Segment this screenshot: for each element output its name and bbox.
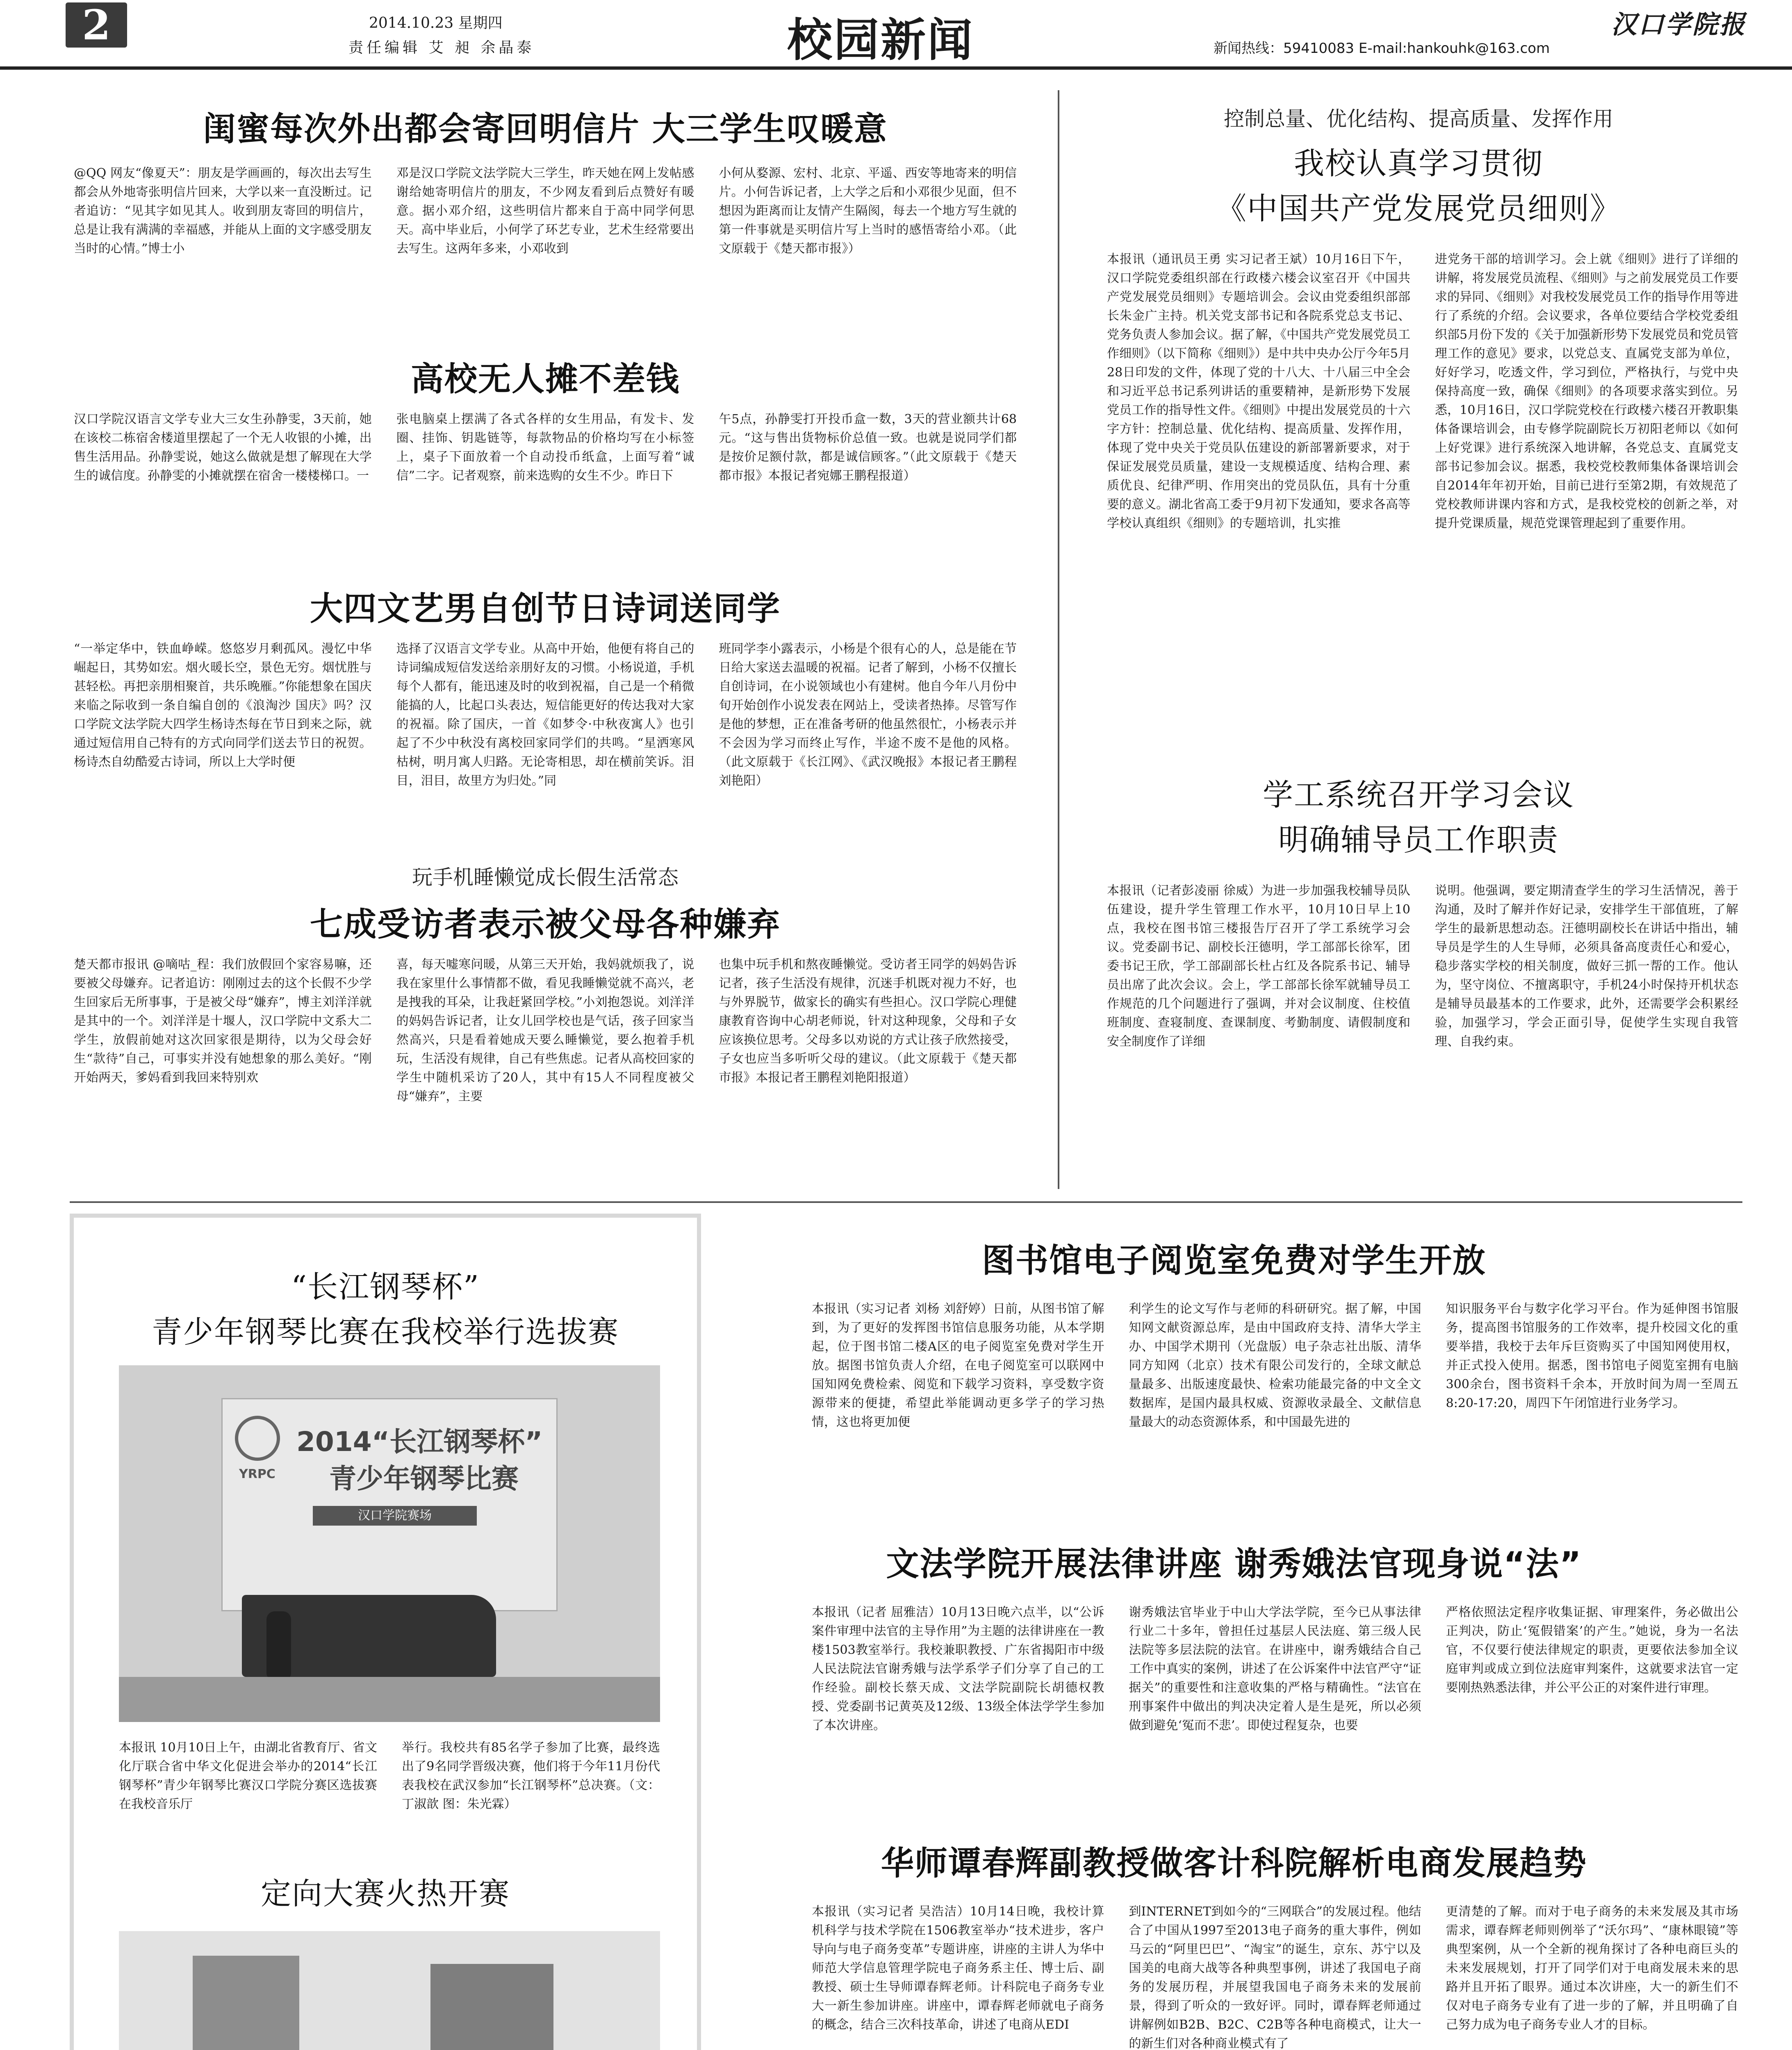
article-title: 我校认真学习贯彻 [1294, 146, 1543, 181]
article-column: 午5点，孙静雯打开投币盒一数，3天的营业额共计68元。“这与售出货物标价总值一致。也就是说同学们都是按价足额付款，都是诚信顾客。”（此文原载于《楚天都市报》本报记者宛娜王鹏程报道） [719, 412, 1017, 483]
article-subtitle: 青少年钢琴比赛在我校举行选拔赛 [152, 1314, 619, 1350]
news-hotline: 新闻热线：59410083 E-mail:hankouhk@163.com [1214, 40, 1550, 57]
article-column: 选择了汉语言文学专业。从高中开始，他便有将自己的诗词编成短信发送给亲朋好友的习惯。小杨说道，手机每个人都有，能迅速及时的收到祝福，自己是一个稍微能搞的人，比起口头表达，短信能更好的传达我对大家的祝福。除了国庆，一首《如梦令·中秋夜寓人》也引起了不少中秋没有离校回家同学们的共鸣。“星洒寒风枯树，明月寓人归路。无论寄相思，却在横前笑诉。泪目，泪目，故里方为归处。”同 [396, 642, 694, 788]
article-column: 张电脑桌上摆满了各式各样的女生用品，有发卡、发圈、挂饰、钥匙链等，每款物品的价格均写在小标签上，桌子下面放着一个自动投币纸盒，上面写着“诚信”二字。记者观察，前来选购的女生不少。昨日下 [396, 412, 694, 483]
article-title: 华师谭春辉副教授做客计科院解析电商发展趋势 [881, 1844, 1587, 1882]
article-title: 定向大赛火热开赛 [261, 1876, 510, 1911]
article-title: 闺蜜每次外出都会寄回明信片 大三学生叹暖意 [203, 110, 888, 148]
article-column: @QQ 网友“像夏天”：朋友是学画画的，每次出去写生都会从外地寄张明信片回来，大学以来一直没断过。记者追访：“见其字如见其人。收到朋友寄回的明信片，总是让我有满满的幸福感，并能从上面的文字感受朋友当时的心情。”博士小 [74, 166, 372, 256]
article-body [1107, 250, 1738, 754]
article-column: 汉口学院汉语言文学专业大三女生孙静雯，3天前，她在该校二栋宿舍楼道里摆起了一个无人收银的小摊，出售生活用品。孙静雯说，她这么做就是想了解现在大学生的诚信度。孙静雯的小摊就摆在宿舍一楼楼梯口。一 [74, 412, 372, 483]
article-column: 举行。我校共有85名学子参加了比赛，最终选出了9名同学晋级决赛，他们将于今年11月份代表我校在武汉参加“长江钢琴杯”总决赛。（文：丁淑歆 图：朱光霖） [402, 1740, 660, 1811]
newspaper-logo: 汉口学院报 [1611, 9, 1747, 39]
article-kicker: 控制总量、优化结构、提高质量、发挥作用 [1224, 107, 1613, 131]
issue-date: 2014.10.23 星期四 [369, 15, 503, 32]
article-column: 进党务干部的培训学习。会上就《细则》进行了详细的讲解，将发展党员流程、《细则》与之前发展党员工作要求的异同、《细则》对我校发展党员工作的指导作用等进行了系统的介绍。会议要求，各单位要结合学校党委组织部5月份下发的《关于加强新形势下发展党员和党员管理工作的意见》要求，以党总支、直属党支部为单位，好好学习，吃透文件，学习到位，严格执行，与党中央保持高度一致，确保《细则》的各项要求落实到位。另悉，10月16日，汉口学院党校在行政楼六楼召开教职集体备课培训会，由专修学院副院长万初阳老师以《如何上好党课》进行系统深入地讲解，各党总支、直属党支部书记参加会议。据悉，我校党校教师集体备课培训会自2014年年初开始，目前已进行至第2期，有效规范了党校教师讲课内容和方式，是我校党校的创新之举，对提升党课质量，规范党课管理起到了重要作用。 [1435, 252, 1738, 531]
photo-news-box [70, 1214, 701, 2050]
article-column: 本报讯（通讯员王勇 实习记者王斌）10月16日下午，汉口学院党委组织部在行政楼六楼会议室召开《中国共产党发展党员细则》专题培训会。会议由党委组织部部长朱金广主持。机关党支部书记和各院系党总支书记、党务负责人参加会议。据了解，《中国共产党发展党员工作细则》（以下简称《细则》）是中共中央办公厅今年5月28日印发的文件，体现了党的十八大、十八届三中全会和习近平总书记系列讲话的重要精神，是新形势下发展党员工作的指导性文件。《细则》中提出发展党员的十六字方针：控制总量、优化结构、提高质量、发挥作用，体现了党中央关于党员队伍建设的新部署新要求，对于保证发展党员质量，建设一支规模适度、结构合理、素质优良、纪律严明、作用突出的党员队伍，具有十分重要的意义。湖北省高工委于9月初下发通知，要求各高等学校认真组织《细则》的专题培训，扎实推 [1107, 252, 1410, 531]
editors: 责任编辑 艾 昶 余晶泰 [348, 39, 535, 56]
article-body [74, 164, 1017, 340]
article-body [119, 1738, 660, 1857]
article-title: 大四文艺男自创节日诗词送同学 [310, 590, 781, 628]
article-column: 知识服务平台与数字化学习平台。作为延伸图书馆服务，提高图书馆服务的工作效率，提升校园文化的重要举措，我校于去年斥巨资购买了中国知网使用权，并正式投入使用。据悉，图书馆电子阅览室拥有电脑300余台，图书资料千余本，开放时间为周一至周五8:20-17:20，周四下午闭馆进行业务学习。 [1446, 1302, 1738, 1410]
article-body [74, 410, 1017, 562]
article-column: 班同学李小露表示，小杨是个很有心的人，总是能在节日给大家送去温暖的祝福。记者了解到，小杨不仅擅长自创诗词，在小说领域也小有建树。他自今年八月份中旬开始创作小说发表在网站上，受读者热捧。尽管写作是他的梦想，正在准备考研的他虽然很忙，小杨表示并不会因为学习而终止写作，半途不废不是他的风格。（此文原载于《长江网》、《武汉晚报》本报记者王鹏程刘艳阳） [719, 642, 1017, 788]
column-divider [1058, 90, 1059, 1189]
article-body [1107, 882, 1738, 1193]
article-column: 利学生的论文写作与老师的科研研究。据了解，中国知网文献资源总库，是由中国政府支持、清华大学主办、中国学术期刊（光盘版）电子杂志社出版、清华同方知网（北京）技术有限公司发行的，全球文献总量最多、出版速度最快、检索功能最完备的中文全文数据库，是国内最具权威、资源收录最全、文献信息量最大的动态资源体系，和中国最先进的 [1129, 1302, 1421, 1429]
article-column: “一举定华中，铁血峥嵘。悠悠岁月剩孤风。漫忆中华崛起日，其势如宏。烟火暖长空，景色无穷。烟忧胜与甚轻松。再把亲朋相聚首，共乐晚雁。”你能想象在国庆来临之际收到一条自编自创的《浪淘沙 国庆》吗？汉口学院文法学院大四学生杨诗杰每在节日到来之际，就通过短信用自己特有的方式向同学们送去节日的祝贺。杨诗杰自幼酷爱古诗词，所以上大学时便 [74, 642, 372, 769]
article-column: 本报讯（记者彭凌丽 徐威）为进一步加强我校辅导员队伍建设，提升学生管理工作水平，10月10日早上10点，我校在图书馆三楼报告厅召开了学工系统学习会议。党委副书记、副校长汪德明，学工部部长徐军，团委书记王欣，学工部副部长杜占红及各院系书记、辅导员出席了此次会议。会上，学工部部长徐军就辅导员工作规范的几个问题进行了强调，并对会议制度、住校值班制度、查寝制度、查课制度、考勤制度、请假制度和安全制度作了详细 [1107, 884, 1410, 1049]
piano-competition-photo [119, 1365, 660, 1722]
stage-banner [221, 1398, 558, 1611]
yrpc-logo-icon [235, 1416, 280, 1461]
article-body [74, 640, 1017, 857]
article-body [812, 1902, 1738, 2050]
article-column: 喜，每天嘘寒问暖，从第三天开始，我妈就烦我了，说我在家里什么事情都不做，看见我睡懒觉就不高兴，老是拽我的耳朵，让我赶紧回学校。”小刘抱怨说。刘洋洋的妈妈告诉记者，让女儿回学校也是气话，孩子回家当然高兴，只是看着她成天要么睡懒觉，要么抱着手机玩，生活没有规律，自己有些焦虑。记者从高校回家的学生中随机采访了20人，其中有15人不同程度被父母“嫌弃”，主要 [396, 957, 694, 1104]
article-title: 图书馆电子阅览室免费对学生开放 [982, 1241, 1486, 1280]
pianist-figure [266, 1611, 291, 1681]
article-body [74, 955, 1017, 1193]
orienteering-photo [119, 1931, 660, 2050]
article-title: 七成受访者表示被父母各种嫌弃 [310, 905, 781, 943]
stage-floor [119, 1677, 660, 1722]
article-subtitle: 明确辅导员工作职责 [1278, 822, 1559, 858]
article-column: 也集中玩手机和熬夜睡懒觉。受访者王同学的妈妈告诉记者，孩子生活没有规律，沉迷手机既对视力不好，也与外界脱节，做家长的确实有些担心。汉口学院心理健康教育咨询中心胡老师说，针对这种现象，父母和子女应该换位思考。父母多以劝说的方式让孩子欣然接受，子女也应当多听听父母的建议。（此文原载于《楚天都市报》本报记者王鹏程刘艳阳报道） [719, 957, 1017, 1085]
article-title: “长江钢琴杯” [291, 1269, 480, 1305]
article-column: 本报讯（实习记者 刘杨 刘舒婷）日前，从图书馆了解到，为了更好的发挥图书馆信息服务功能，从本学期起，位于图书馆二楼A区的电子阅览室免费对学生开放。据图书馆负责人介绍，在电子阅览室可以联网中国知网免费检索、阅览和下载学习资料，享受数字资源带来的便捷，希望此举能调动更多学子的学习热情，这也将更加便 [812, 1302, 1104, 1429]
article-title: 文法学院开展法律讲座 谢秀娥法官现身说“法” [886, 1545, 1582, 1583]
building [430, 1964, 553, 2050]
article-kicker: 玩手机睡懒觉成长假生活常态 [412, 866, 679, 889]
article-column: 邓是汉口学院文法学院大三学生，昨天她在网上发帖感谢给她寄明信片的朋友，不少网友看到后点赞好有暖意。据小邓介绍，这些明信片都来自于高中同学何思天。高中毕业后，小何学了环艺专业，艺术生经常要出去写生。这两年多来，小邓收到 [396, 166, 694, 256]
article-column: 本报讯（实习记者 吴浩洁）10月14日晚，我校计算机科学与技术学院在1506教室举办“技术进步，客户导向与电子商务变革”专题讲座，讲座的主讲人为华中师范大学信息管理学院电子商务系主任、博士后、副教授、硕士生导师谭春辉老师。计科院电子商务专业大一新生参加讲座。讲座中，谭春辉老师就电子商务的概念，结合三次科技革命，讲述了电商从EDI [812, 1904, 1104, 2032]
article-column: 到INTERNET到如今的“三网联合”的发展过程。他结合了中国从1997至2013电子商务的重大事件，例如马云的“阿里巴巴”、“淘宝”的诞生，京东、苏宁以及国美的电商大战等各种典型事例，讲述了我国电子商务的发展历程，并展望我国电子商务未来的发展前景，得到了听众的一致好评。同时，谭春辉老师通过讲解例如B2B、B2C、C2B等各种电商模式，让大一的新生们对各种商业模式有了 [1129, 1904, 1421, 2050]
building [193, 1956, 299, 2050]
page-header [0, 0, 1792, 70]
banner-line-3: 汉口学院赛场 [313, 1506, 477, 1526]
banner-logo-text: YRPC [239, 1467, 276, 1481]
article-column: 本报讯 10月10日上午，由湖北省教育厅、省文化厅联合省中华文化促进会举办的2014“长江钢琴杯”青少年钢琴比赛汉口学院分赛区选拔赛在我校音乐厅 [119, 1740, 377, 1811]
article-body [812, 1300, 1738, 1529]
banner-line-1: 2014“长江钢琴杯” [296, 1426, 543, 1458]
article-subtitle: 《中国共产党发展党员细则》 [1216, 191, 1621, 226]
banner-line-2: 青少年钢琴比赛 [329, 1463, 519, 1494]
article-column: 楚天都市报讯 @嘀咕_程：我们放假回个家容易嘛，还要被父母嫌弃。记者追访：刚刚过去的这个长假不少学生回家后无所事事，于是被父母“嫌弃”，博主刘洋洋就是其中的一个。刘洋洋是十堰人，汉口学院中文系大二学生，放假前她对这次回家很是期待，以为父母会好生“款待”自己，可事实并没有她想象的那么美好。“刚开始两天，爹妈看到我回来特别欢 [74, 957, 372, 1085]
article-column: 本报讯（记者 屈雅洁）10月13日晚六点半，以“公诉案件审理中法官的主导作用”为主题的法律讲座在一教楼1503教室举行。我校兼职教授、广东省揭阳市中级人民法院法官谢秀娥与法学系学子们分享了自己的工作经验。副校长蔡天成、文法学院副院长胡德权教授、党委副书记黄英及12级、13级全体法学学生参加了本次讲座。 [812, 1605, 1104, 1733]
article-body [812, 1603, 1738, 1824]
section-title: 校园新闻 [787, 14, 974, 66]
article-title: 学工系统召开学习会议 [1263, 777, 1574, 813]
article-column: 说明。他强调，要定期清查学生的学习生活情况，善于沟通，及时了解并作好记录，安排学生干部值班，了解学生的最新思想动态。汪德明副校长在讲话中指出，辅导员是学生的人生导师，必须具备高度责任心和爱心，稳步落实学校的相关制度，做好三抓一帮的工作。他认为，坚守岗位、不擅离职守，手机24小时保持开机状态是辅导员最基本的工作要求，此外，还需要学会积累经验，加强学习，学会正面引导，促使学生实现自我管理、自我约束。 [1435, 884, 1738, 1049]
article-column: 谢秀娥法官毕业于中山大学法学院，至今已从事法律行业二十多年，曾担任过基层人民法庭、第三级人民法院等多层法院的法官。在讲座中，谢秀娥结合自己工作中真实的案例，讲述了在公诉案件中法官严守“证据关”的重要性和注意收集的严格与精确性。“法官在刑事案件中做出的判决决定着人是生是死，所以必须做到避免‘冤而不悲’。即使过程复杂，也要 [1129, 1605, 1421, 1733]
article-column: 严格依照法定程序收集证据、审理案件，务必做出公正判决，防止‘冤假错案’的产生。”她说，身为一名法官，不仅要行使法律规定的职责，更要依法参加全议庭审判或成立到位法庭审判案件，这就要求法官一定要刚热熟悉法律，并公平公正的对案件进行审理。 [1446, 1605, 1738, 1695]
article-title: 高校无人摊不差钱 [411, 360, 680, 398]
article-column: 更清楚的了解。而对于电子商务的未来发展及其市场需求，谭春辉老师则例举了“沃尔玛”、“康林眼镜”等典型案例，从一个全新的视角探讨了各种电商巨头的未来发展规划，打开了同学们对于电商发展未来的思路并且开拓了眼界。通过本次讲座，大一的新生们不仅对电子商务专业有了进一步的了解，并且明确了自己努力成为电子商务专业人才的目标。 [1446, 1904, 1738, 2032]
article-column: 小何从婺源、宏村、北京、平遥、西安等地寄来的明信片。小何告诉记者，上大学之后和小邓很少见面，但不想因为距离而让友情产生隔阂，每去一个地方写生就的第一件事就是买明信片写上当时的感悟寄给小邓。（此文原载于《楚天都市报》） [719, 166, 1017, 256]
page-number: 2 [66, 2, 127, 48]
section-divider [70, 1201, 1742, 1203]
